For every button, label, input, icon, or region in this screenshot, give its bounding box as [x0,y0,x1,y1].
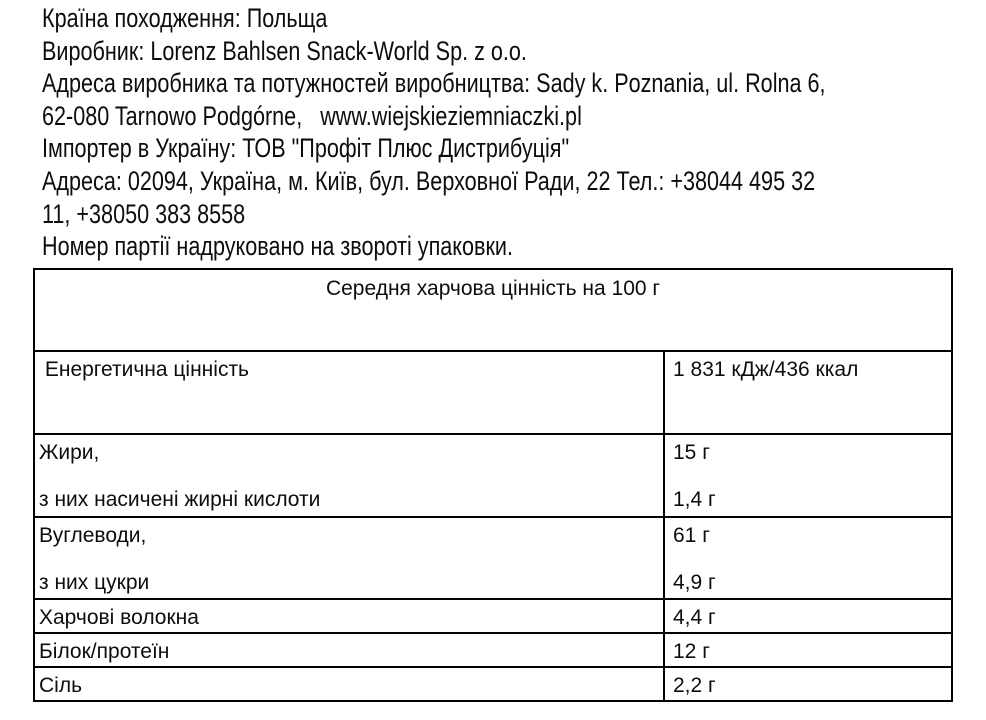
energy-label-cell [34,351,664,434]
info-line-manufacturer: Виробник: Lorenz Bahlsen Snack-World Sp. z o.o. [42,35,527,66]
product-info-block [42,2,826,263]
carbohydrates-label-cell [34,517,664,599]
info-line-manufacturer-address-1: Адреса виробника та потужностей виробництва: Sady k. Poznania, ul. Rolna 6, [42,68,826,99]
carbohydrates-label: Вуглеводи, [39,524,147,547]
energy-value-cell [664,351,952,434]
fiber-value-cell [664,599,952,633]
table-row-protein [34,633,952,667]
energy-label: Енергетична цінність [39,358,249,381]
info-line-importer-address-2: 11, +38050 383 8558 [42,198,246,229]
table-row-fiber [34,599,952,633]
fats-label: Жири, [39,441,100,464]
protein-value-cell [664,633,952,667]
table-row-carbohydrates [34,517,952,599]
carbohydrates-value-cell [664,517,952,599]
fats-value-cell [664,434,952,517]
salt-value-cell [664,667,952,701]
salt-value: 2,2 г [673,674,716,697]
nutrition-table [33,268,953,702]
info-line-importer-address-1: Адреса: 02094, Україна, м. Київ, бул. Верховної Ради, 22 Тел.: +38044 495 32 [42,165,816,196]
fats-value: 15 г [673,441,710,464]
nutrition-table-title-cell [34,269,952,351]
fiber-value: 4,4 г [673,606,716,629]
fats-label-cell [34,434,664,517]
info-line-batch-note: Номер партії надруковано на звороті упаковки. [42,231,513,262]
protein-label-cell [34,633,664,667]
fiber-label: Харчові волокна [39,606,199,629]
table-row-salt [34,667,952,701]
fiber-label-cell [34,599,664,633]
info-line-country-of-origin: Країна походження: Польща [42,3,328,33]
saturated-fats-label: з них насичені жирні кислоти [39,488,321,511]
nutrition-table-title: Середня харчова цінність на 100 г [325,277,661,300]
salt-label: Сіль [39,674,83,697]
energy-value: 1 831 кДж/436 ккал [673,358,859,381]
saturated-fats-value: 1,4 г [673,488,716,511]
sugars-label: з них цукри [39,571,150,594]
nutrition-table-title-row [34,269,952,351]
table-row-energy [34,351,952,434]
salt-label-cell [34,667,664,701]
table-row-fats [34,434,952,517]
info-line-manufacturer-address-2: 62-080 Tarnowo Podgórne, www.wiejskieziemniaczki.pl [42,100,582,131]
info-line-importer: Імпортер в Україну: ТОВ "Профіт Плюс Дистрибуція" [42,133,570,164]
carbohydrates-value: 61 г [673,524,710,547]
protein-label: Білок/протеїн [39,640,170,663]
protein-value: 12 г [673,640,710,663]
sugars-value: 4,9 г [673,571,716,594]
